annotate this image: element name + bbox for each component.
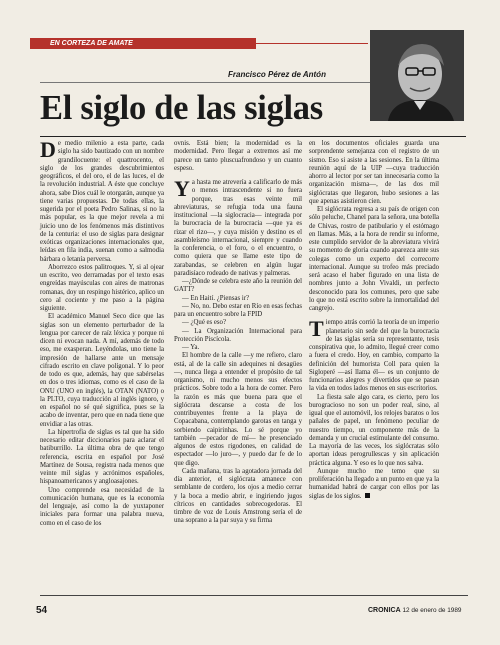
drop-cap: D xyxy=(40,137,56,162)
section-banner-rule xyxy=(256,43,368,44)
paragraph xyxy=(174,176,302,278)
paragraph: Aborrezco estos palitroques. Y, si al ojear un escrito, veo derramadas por el texto esas engreídas mayúsculas con aires de matronas romanas, doy un respingo histérico, aplico un cero al cociente y me paso a la página siguiente. xyxy=(40,263,164,312)
issue-date: 12 de enero de 1989 xyxy=(402,607,462,614)
paragraph: El hombre de la calle —y me refiero, claro está, al de la calle sin adequines ni desagües—, nunca llega a entender el propósito de tal organismo, ni mucho menos sus efectos prácticos. Sobre todo a la hora de comer. Pero la razón es más que buena para que el siglócrata descanse a costa de los contribuyentes frente a la playa de Copacabana, contemplando garotas en tanga y sorbiendo caipirinhas. Lo sé porque yo también —pecador de mí— he presenciado algunos de estos rigodones, en calidad de espectador —lo juro—, y puedo dar fe de lo que digo. xyxy=(174,352,302,467)
paragraph: Uno comprende esa necesidad de la comunicación humana, que es la economía del lenguaje, así como la de yuxtaponer iniciales para formar una palabra nueva, como en el caso de los xyxy=(40,486,164,527)
footer-rule xyxy=(40,595,468,596)
paragraph xyxy=(40,137,164,264)
paragraph-text: Aunque mucho me temo que su proliferación ha llegado a un punto en que ya la humanidad habrá de cargar con ellos por las siglas de los siglos. xyxy=(309,467,439,500)
paragraph: ovnis. Está bien; la modernidad es la modernidad. Pero llegar a extremos así me parece un tanto pluscuafrondoso y un cuanto espeso. xyxy=(174,140,302,172)
end-mark-icon xyxy=(365,493,370,498)
paragraph: La hipertrofia de siglas es tal que ha sido necesario editar diccionarios para aclarar el batiburrillo. La última obra de que tengo referencia, escrita en español por José Martínez de Sousa, registra nada menos que veinte mil siglas y acrónimos españoles, hispanoamericanos y angloasajones. xyxy=(40,428,164,486)
drop-cap: Y xyxy=(174,176,190,201)
paragraph: El académico Manuel Seco dice que las siglas son un elemento perturbador de la lengua por carecer de raíz léxica y porque ni dicen ni evocan nada. A mí, además de todo eso, me exasperan. Leyéndolas, uno tiene la impresión de hallarse ante un mensaje cifrado escrito en clave polígonal. Y lo peor de todo es que, además, hay que sabérselas en dos o tres idiomas, como es el caso de la ONU (UNO en inglés), la OTAN (NATO) o la PLTO, cuya traducción al inglés ignoro, y en español no sé qué significa, pues se la acabo de inventar, pero que en nada tiene que envidiar a las otras. xyxy=(40,313,164,428)
author-byline: Francisco Pérez de Antón xyxy=(228,70,326,79)
paragraph: La fiesta sale algo cara, es cierto, pero los burogracioso no son un poder real, sino, al igual que el automóvil, los relojes baratos o los pañales de papel, un fenómeno peculiar de nuestro tiempo, un componente más de la demanda y un crucial estimulante del consumo. La mayoría de las veces, los siglócratas sólo aportan ideas perogrullescas y sin aplicación práctica alguna. Y eso es lo que nos salva. xyxy=(309,393,439,467)
paragraph-text: a hasta me atrevería a calificarlo de más o menos intrascendente si no fuera porque, tras esas veinte mil abreviaturas, se refugia toda una fauna institucional —la siglocracia— integrada por la burocracia de la burocracia —que ya es rizar el rizo—, y cuya misión y destino es el asambleísmo internacional, siempre y cuando la conferencia, o el foro, o el encuentro, o como quiera que se llame este tipo de zarabandas, se celebren en algún lugar paradisíaco rodeado de nativas y palmeras. xyxy=(174,179,302,277)
section-banner: EN CORTEZA DE AMATE xyxy=(30,38,256,49)
footer-credit xyxy=(368,607,461,614)
paragraph xyxy=(309,468,439,501)
paragraph: — La Organización Internacional para Protección Piscícola. xyxy=(174,327,302,343)
paragraph: — No, no. Debo estar en Río en esas fechas para un encuentro sobre la FPID xyxy=(174,302,302,318)
author-portrait-illustration xyxy=(370,30,464,121)
paragraph-text: e medio milenio a esta parte, cada siglo ha sido bautizado con un nombre grandilocuente: el quattrocento, el siglo de los grandes descubrimientos geográficos, el del oro, el de las luces, el de la revolución industrial. A éste que concluye ahora, sabe Dios cuál le otorgarán, aunque ya tiene varias propuestas. De todas ellas, la sugerida por el poeta Pedro Salinas, si no la más popular, es la que mejor revela a mi juicio uno de los fenómenos más distintivos de la centuria: el uso de siglas para designar exóticas organizaciones internacionales que, leídas en fila india, suenan como a salmodia bárbara o letanía perversa. xyxy=(40,140,164,263)
text-column-3 xyxy=(309,140,439,501)
page-number: 54 xyxy=(36,605,48,616)
paragraph: — En Haití. ¿Piensas ir? xyxy=(182,294,250,302)
paragraph: El siglócrata regresa a su país de origen con sólo peluche, Chanel para la señora, una botella de Chivas, rostro de patibulario y el estómago en llamas. Más, a la hora de rendir su informe, este cumplido servidor de la abreviatura vivirá su momento de gloria cuando aparezca ante sus colegas como un experto del correcorre internacional. Aunque su trofeo más preciado será acaso el haber figurado en una lista de nombres junto a John Vivaldi, un perfecto desconocido para los comunes, pero que sabe lo que no está escrito sobre la inmortalidad del cangrejo. xyxy=(309,206,439,312)
article-title: El siglo de las siglas xyxy=(40,89,323,127)
magazine-name: CRONICA xyxy=(368,607,401,614)
paragraph-text: iempo atrás corrió la teoría de un imperio planetario sin sede del que la burocracia de las siglas sería su representante, tesis conspirativa que, lo admito, llegué creer como a fuera el credo. Hoy, en cambio, comparto la definición del humorista Coll para quien la Sigloperé —así llama él— es un conjunto de funcionarios alegres y divertidos que se pasan la vida en todos lados menos en sus escritorios. xyxy=(309,319,439,393)
byline-rule xyxy=(40,82,370,83)
paragraph: — Ya. xyxy=(182,344,200,351)
text-column-1 xyxy=(40,137,164,528)
drop-cap: T xyxy=(309,316,324,342)
author-photo xyxy=(370,30,464,121)
paragraph: Cada mañana, tras la agotadora jornada del día anterior, el siglócrata amanece con semblante de cordero, los ojos a medio cerrar y la boca a medio abrir, e ingiriendo jugos cítricos en cantidades sobrecogedoras. El timbre de voz de Louis Amstrong sería el de una soprano a la par suya y su firma xyxy=(174,467,302,525)
paragraph: — ¿Qué es eso? xyxy=(182,319,226,327)
headline-rule xyxy=(40,136,466,137)
paragraph xyxy=(309,316,439,393)
paragraph: en los documentos oficiales guarda una sorprendente semejanza con el registro de un sismo. Eso si asiste a las sesiones. En la última reunión aquí de la UIP —cuya traducción ahorro al lector por ser tan innecesaria como la organización misma—, de las dos mil siglócratas que llegaron, hubo sesiones a las que apenas asistieron cien. xyxy=(309,140,439,205)
text-column-2 xyxy=(174,140,302,526)
paragraph: —¿Dónde se celebra este año la reunión del GATT? xyxy=(174,278,302,294)
